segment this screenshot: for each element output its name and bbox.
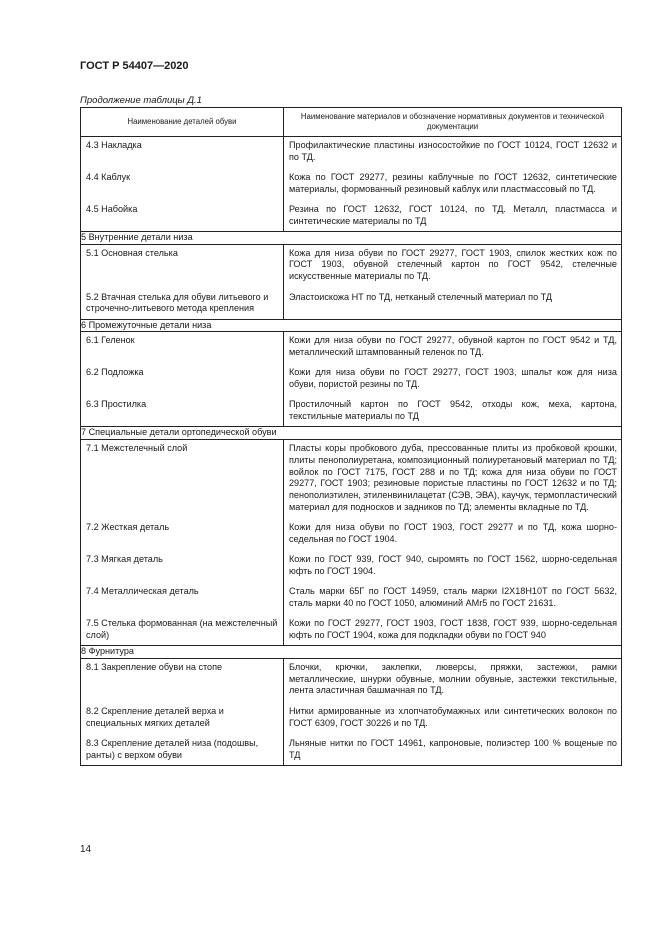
part-materials: Кожа для низа обуви по ГОСТ 29277, ГОСТ 1903, спилок жестких кож по ГОСТ 1903, обувной стелечный картон по ГОСТ 9542, стелечные искусственные материалы по ТД. xyxy=(289,247,617,282)
materials-cell xyxy=(284,332,622,427)
part-materials: Кожи по ГОСТ 29277, ГОСТ 1903, ГОСТ 1838, ГОСТ 939, шорно-седельная юфть по ГОСТ 1904, кожа для подкладки обуви по ГОСТ 940 xyxy=(289,618,617,640)
parts-cell xyxy=(81,137,284,232)
parts-cell xyxy=(81,440,284,646)
section-row xyxy=(81,646,622,659)
part-name: 7.3 Мягкая деталь xyxy=(86,554,163,565)
part-materials: Льняные нитки по ГОСТ 14961, капроновые, полиэстер 100 % вощеные по ТД xyxy=(289,737,617,760)
materials-table xyxy=(80,107,622,766)
section-title: 6 Промежуточные детали низа xyxy=(81,319,622,332)
part-name: 5.2 Втачная стелька для обуви литьевого и строчечно-литьевого метода крепления xyxy=(86,291,269,314)
materials-cell xyxy=(284,440,622,646)
part-name: 7.4 Металлическая деталь xyxy=(86,586,199,597)
section-title: 5 Внутренние детали низа xyxy=(81,232,622,245)
part-materials: Пласты коры пробкового дуба, прессованные плиты из пробковой крошки, плиты пенополиуретана, композиционный полиуретановый материал по ТД; войлок по ГОСТ 7175, ГОСТ 288 и по ТД; кожа для низа обуви по ГОСТ 29277, ГОСТ 1903; резиновые пористые пластины по ГОСТ 12632 и по ТД; пенополиэтилен, этиленвинилацетат (СЭВ, ЭВА), каучук, термопластический материал для подносков и задников по ТД; элементы вкладные по ТД. xyxy=(289,443,617,512)
table-row xyxy=(81,658,622,765)
parts-cell xyxy=(81,332,284,427)
part-materials: Сталь марки 65Г по ГОСТ 14959, сталь марки I2X18H10T по ГОСТ 5632, сталь марки 40 по ГОСТ 1050, алюминий AMr5 по ГОСТ 21631. xyxy=(289,586,617,608)
part-name: 5.1 Основная стелька xyxy=(86,247,178,258)
part-materials: Простилочный картон по ГОСТ 9542, отходы кож, меха, картона, текстильные материалы по ТД xyxy=(289,399,617,422)
part-materials: Нитки армированные из хлопчатобумажных или синтетических волокон по ГОСТ 6309, ГОСТ 30226 и по ТД. xyxy=(289,705,617,728)
part-name: 6.3 Простилка xyxy=(86,399,147,410)
part-materials: Кожи для низа обуви по ГОСТ 1903, ГОСТ 29277 и по ТД, кожа шорно-седельная по ГОСТ 1904. xyxy=(289,522,617,544)
materials-cell xyxy=(284,658,622,765)
section-row xyxy=(81,232,622,245)
parts-cell xyxy=(81,244,284,319)
part-materials: Кожи для низа обуви по ГОСТ 29277, обувной картон по ГОСТ 9542 и ТД, металлический штампованный геленок по ТД. xyxy=(289,335,617,358)
part-materials: Кожа по ГОСТ 29277, резины каблучные по ГОСТ 12632, синтетические материалы, формованный резиновый каблук или пластмассовый по ТД. xyxy=(289,172,617,194)
part-name: 8.3 Скрепление деталей низа (подошвы, ранты) с верхом обуви xyxy=(86,737,259,760)
part-name: 4.5 Набойка xyxy=(86,204,138,214)
part-name: 4.3 Накладка xyxy=(86,140,142,150)
table-caption: Продолжение таблицы Д.1 xyxy=(80,95,202,106)
part-materials: Профилактические пластины износостойкие по ГОСТ 10124, ГОСТ 12632 и по ТД. xyxy=(289,140,617,162)
part-materials: Эластоискожа НТ по ТД, нетканый стелечный материал по ТД xyxy=(289,291,553,302)
part-name: 8.1 Закрепление обуви на стопе xyxy=(86,661,223,672)
table-row xyxy=(81,440,622,646)
section-title: 7 Специальные детали ортопедической обуви xyxy=(81,427,622,440)
table-header-row xyxy=(81,108,622,137)
materials-cell xyxy=(284,137,622,232)
part-materials: Резина по ГОСТ 12632, ГОСТ 10124, по ТД. Металл, пластмасса и синтетические материалы по ТД xyxy=(289,204,617,226)
column-header-materials: Наименование материалов и обозначение нормативных документов и технической документации xyxy=(284,108,622,137)
page-number: 14 xyxy=(80,844,92,855)
part-name: 7.1 Межстелечный слой xyxy=(86,443,188,454)
table-row xyxy=(81,244,622,319)
part-name: 7.5 Стелька формованная (на межстелечный слой) xyxy=(86,618,278,640)
section-row xyxy=(81,319,622,332)
part-materials: Кожи по ГОСТ 939, ГОСТ 940, сыромять по ГОСТ 1562, шорно-седельная юфть по ГОСТ 1904. xyxy=(289,554,617,576)
part-name: 4.4 Каблук xyxy=(86,172,131,182)
part-materials: Кожи для низа обуви по ГОСТ 29277, ГОСТ 1903, шпальт кож для низа обуви, пористой резины по ТД. xyxy=(289,367,617,390)
table-row xyxy=(81,137,622,232)
parts-cell xyxy=(81,658,284,765)
part-name: 7.2 Жесткая деталь xyxy=(86,522,170,533)
part-materials: Блочки, крючки, заклепки, люверсы, пряжки, застежки, рамки металлические, шнурки обувные, молнии обувные, застежки текстильные, лента эластичная башмачная по ТД. xyxy=(289,661,617,696)
column-header-parts: Наименование деталей обуви xyxy=(81,108,284,137)
section-row xyxy=(81,427,622,440)
part-name: 8.2 Скрепление деталей верха и специальных мягких деталей xyxy=(86,705,224,728)
document-code: ГОСТ Р 54407—2020 xyxy=(80,60,189,72)
part-name: 6.1 Геленок xyxy=(86,335,135,346)
materials-cell xyxy=(284,244,622,319)
part-name: 6.2 Подложка xyxy=(86,367,144,378)
section-title: 8 Фурнитура xyxy=(81,646,622,659)
table-row xyxy=(81,332,622,427)
